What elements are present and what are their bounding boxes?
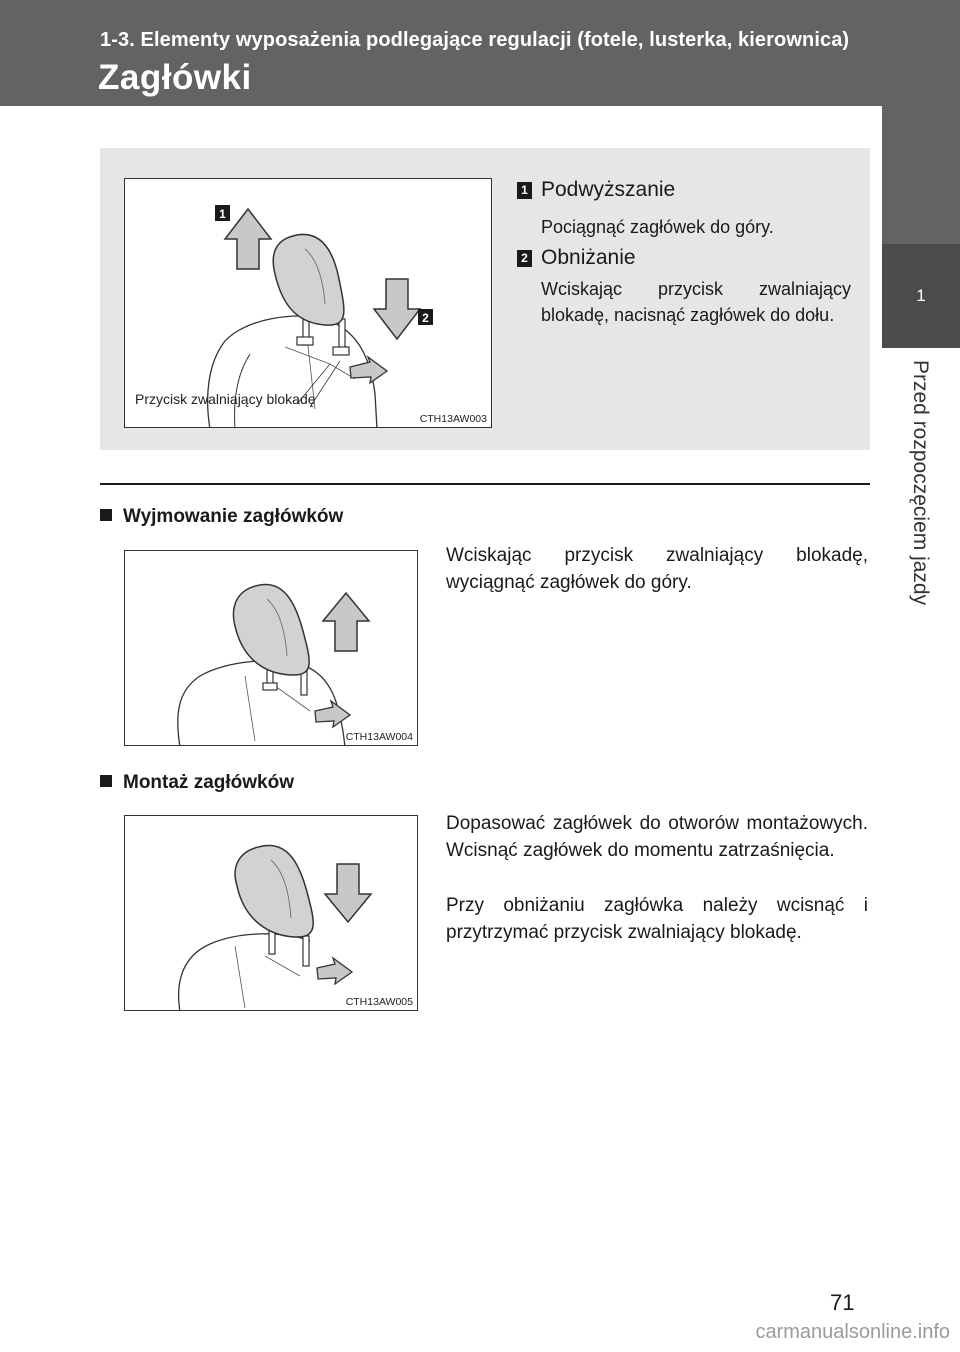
- removal-text: Wciskając przycisk zwalniający blokadę, wyciągnąć zagłówek do góry.: [446, 545, 868, 593]
- removal-heading: [100, 506, 343, 528]
- figure-code: CTH13AW004: [345, 731, 413, 743]
- header-bar: [0, 0, 960, 106]
- svg-text:2: 2: [422, 311, 429, 325]
- release-button-caption: Przycisk zwalniający blokadę: [135, 391, 316, 407]
- page-number: 71: [830, 1290, 855, 1315]
- installation-figure: [124, 815, 418, 1011]
- step-raise: [517, 178, 675, 202]
- step-description: Pociągnąć zagłówek do góry.: [541, 217, 774, 237]
- section-title: 1-3. Elementy wyposażenia podlegające regulacji (fotele, lusterka, kierownica): [100, 29, 850, 51]
- section-divider: [100, 483, 870, 485]
- removal-figure: [124, 550, 418, 746]
- watermark[interactable]: carmanualsonline.info: [755, 1321, 950, 1343]
- headrest-removal-illustration: [125, 551, 418, 746]
- svg-text:1: 1: [219, 207, 226, 221]
- step-description: Wciskając przycisk zwalniający blokadę, nacisnąć zagłówek do dołu.: [541, 279, 851, 325]
- square-bullet-icon: [100, 509, 112, 521]
- square-bullet-icon: [100, 775, 112, 787]
- adjust-figure: [124, 178, 492, 428]
- heading-text: Montaż zagłówków: [123, 772, 294, 793]
- step-badge: 1: [517, 182, 532, 199]
- figure-code: CTH13AW003: [419, 413, 487, 425]
- page-title: Zagłówki: [98, 58, 252, 97]
- installation-heading: [100, 772, 294, 794]
- step-badge: 2: [517, 250, 532, 267]
- chapter-title: Przed rozpoczęciem jazdy: [909, 360, 932, 606]
- installation-note: Przy obniżaniu zagłówka należy wcisnąć i przytrzymać przycisk zwalniający blokadę.: [446, 895, 868, 943]
- headrest-installation-illustration: [125, 816, 418, 1011]
- step-lower: [517, 246, 636, 270]
- chapter-tab-top: [882, 106, 960, 244]
- heading-text: Wyjmowanie zagłówków: [123, 506, 344, 527]
- step-title: Obniżanie: [541, 246, 636, 269]
- installation-text: Dopasować zagłówek do otworów montażowych. Wcisnąć zagłówek do momentu zatrzaśnięcia.: [446, 813, 868, 861]
- step-title: Podwyższanie: [541, 178, 676, 201]
- chapter-tab[interactable]: [882, 244, 960, 348]
- figure-code: CTH13AW005: [345, 996, 413, 1008]
- chapter-number: 1: [916, 286, 926, 305]
